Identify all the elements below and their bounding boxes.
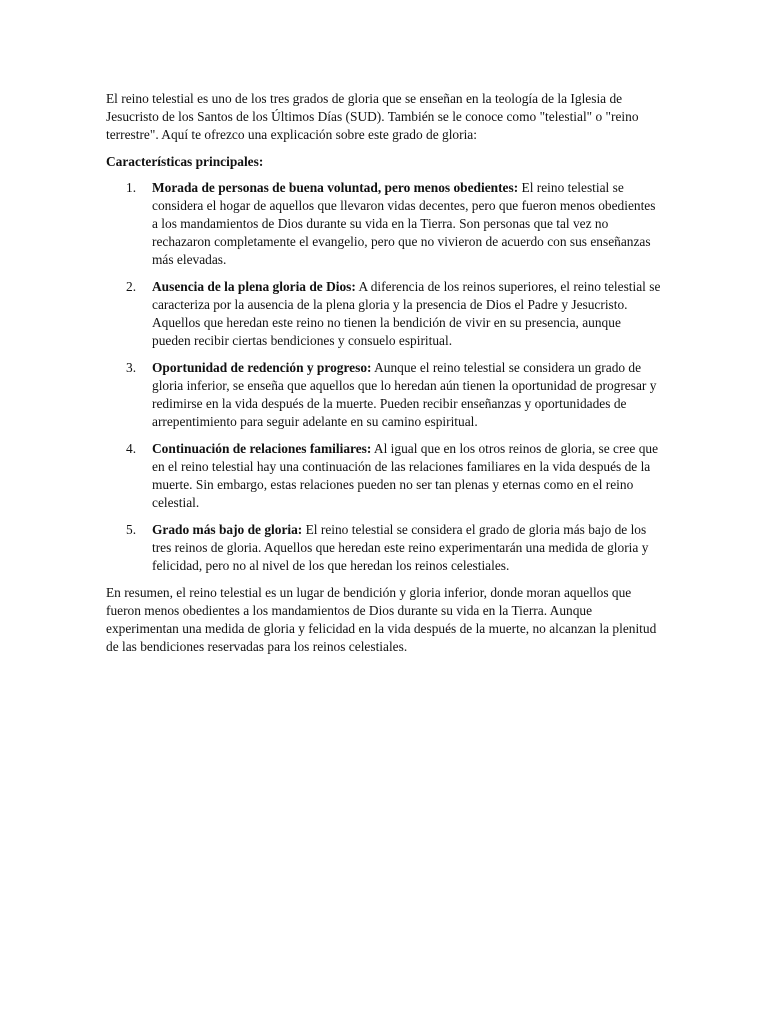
list-item-text: El reino telestial se considera el hogar de aquellos que llevaron vidas decentes, pero que fueron menos obedientes a los mandamientos de Dios durante su vida en la Tierra. Son personas que tal vez no rechazaron completamente el evangelio, pero que no vivieron de acuerdo con sus enseñanzas más elevadas. bbox=[152, 180, 656, 267]
list-item bbox=[106, 521, 662, 575]
list-item-text: A diferencia de los reinos superiores, el reino telestial se caracteriza por la ausencia de la plena gloria y la presencia de Dios el Padre y Jesucristo. Aquellos que heredan este reino no tienen la bendición de vivir en su presencia, aunque pueden recibir ciertas bendiciones y consuelo espiritual. bbox=[152, 279, 661, 348]
list-item bbox=[106, 359, 662, 431]
list-item bbox=[106, 179, 662, 269]
list-item-number: 2. bbox=[126, 279, 137, 294]
list-item-number: 5. bbox=[126, 522, 137, 537]
characteristics-list bbox=[106, 179, 662, 575]
list-item-term: Ausencia de la plena gloria de Dios: bbox=[152, 279, 356, 294]
list-item-term: Oportunidad de redención y progreso: bbox=[152, 360, 372, 375]
list-item-term: Morada de personas de buena voluntad, pero menos obedientes: bbox=[152, 180, 519, 195]
document-page bbox=[106, 90, 662, 656]
list-item-number: 3. bbox=[126, 360, 137, 375]
list-item-term: Continuación de relaciones familiares: bbox=[152, 441, 372, 456]
intro-paragraph: El reino telestial es uno de los tres grados de gloria que se enseñan en la teología de la Iglesia de Jesucristo de los Santos de los Últimos Días (SUD). También se le conoce como "telestial" o "reino terrestre". Aquí te ofrezco una explicación sobre este grado de gloria: bbox=[106, 91, 639, 142]
list-item-text: Aunque el reino telestial se considera un grado de gloria inferior, se enseña que aquellos que lo heredan aún tienen la oportunidad de progresar y redimirse en la vida después de la muerte. Pueden recibir enseñanzas y oportunidades de arrepentimiento para seguir adelante en su camino espiritual. bbox=[152, 360, 657, 429]
list-item bbox=[106, 278, 662, 350]
list-item-number: 4. bbox=[126, 441, 137, 456]
list-item-term: Grado más bajo de gloria: bbox=[152, 522, 303, 537]
list-item-text: Al igual que en los otros reinos de gloria, se cree que en el reino telestial hay una continuación de las relaciones familiares en la vida después de la muerte. Sin embargo, estas relaciones pueden no ser tan plenas y eternas como en el reino celestial. bbox=[152, 441, 659, 510]
list-item bbox=[106, 440, 662, 512]
section-heading: Características principales: bbox=[106, 154, 264, 169]
summary-paragraph: En resumen, el reino telestial es un lugar de bendición y gloria inferior, donde moran aquellos que fueron menos obedientes a los mandamientos de Dios durante su vida en la Tierra. Aunque experimentan una medida de gloria y felicidad en la vida después de la muerte, no alcanzan la plenitud de las bendiciones reservadas para los reinos celestiales. bbox=[106, 585, 657, 654]
list-item-text: El reino telestial se considera el grado de gloria más bajo de los tres reinos de gloria. Aquellos que heredan este reino experimentarán una medida de gloria y felicidad, pero no al nivel de los que heredan los reinos celestiales. bbox=[152, 522, 649, 573]
list-item-number: 1. bbox=[126, 180, 137, 195]
